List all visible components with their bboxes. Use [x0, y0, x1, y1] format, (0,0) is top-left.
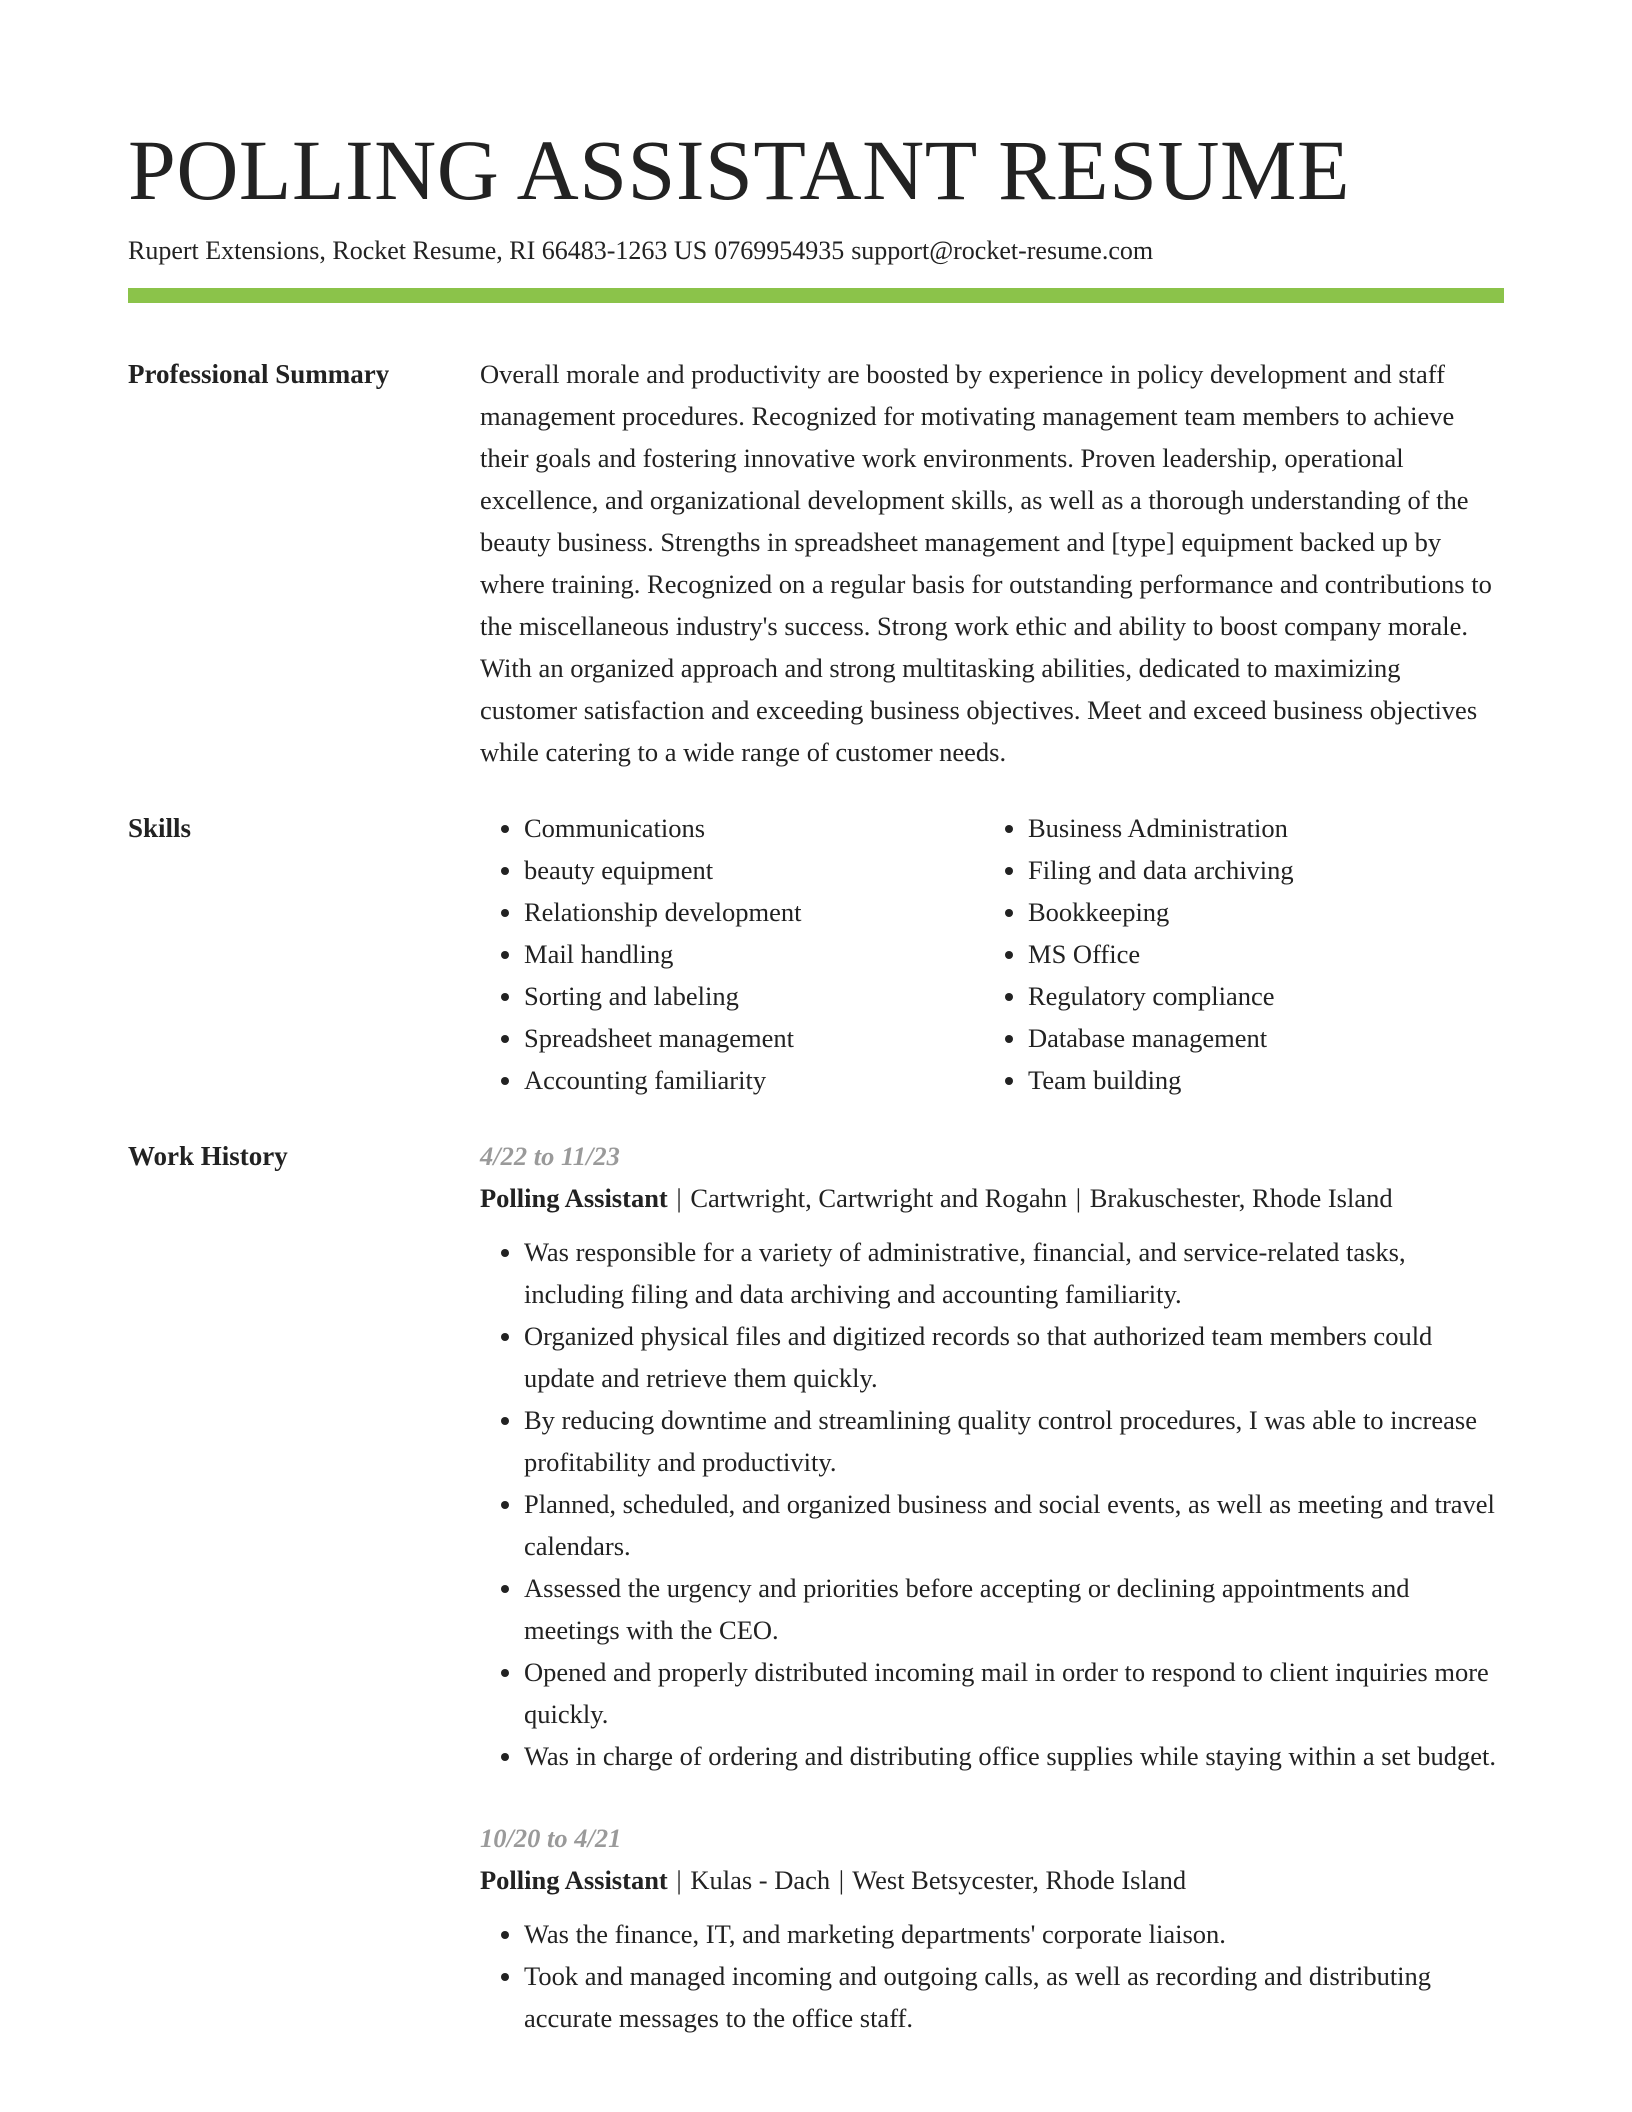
work-history-body [480, 1135, 1504, 2039]
job-entry [480, 1817, 1504, 2039]
job-bullet: • Planned, scheduled, and organized business and social events, as well as meeting and travel calendars. [524, 1483, 1504, 1567]
separator: | [676, 1183, 682, 1213]
skills-body [480, 807, 1504, 1101]
job-heading [480, 1177, 1504, 1219]
separator: | [1075, 1183, 1082, 1213]
job-location: Brakuschester, Rhode Island [1089, 1183, 1393, 1213]
separator: | [838, 1865, 845, 1895]
job-location: West Betsycester, Rhode Island [852, 1865, 1187, 1895]
skills-list-right [984, 807, 1488, 1101]
skills-section [128, 807, 1504, 1101]
summary-body [480, 353, 1504, 773]
header-divider [128, 288, 1504, 303]
skill-item: • Regulatory compliance [1028, 975, 1488, 1017]
resume-page [128, 118, 1504, 2039]
job-dates: 4/22 to 11/23 [480, 1141, 620, 1171]
job-bullets [480, 1231, 1504, 1777]
job-heading [480, 1859, 1504, 1901]
section-label-work: Work History [128, 1141, 288, 1171]
skills-list-left [480, 807, 984, 1101]
summary-text: Overall morale and productivity are boosted by experience in policy development and staff management procedures. Recognized for motivating management team members to achieve their goals and fostering innovative work environments. Proven leadership, operational excellence, and organizational development skills, as well as a thorough understanding of the beauty business. Strengths in spreadsheet management and [type] equipment backed up by where training. Recognized on a regular basis for outstanding performance and contributions to the miscellaneous industry's success. Strong work ethic and ability to boost company morale. With an organized approach and strong multitasking abilities, dedicated to maximizing customer satisfaction and exceeding business objectives. Meet and exceed business objectives while catering to a wide range of customer needs. [480, 359, 1492, 767]
section-label-summary: Professional Summary [128, 359, 390, 389]
job-company: Cartwright, Cartwright and Rogahn [690, 1183, 1068, 1213]
job-bullet: • Took and managed incoming and outgoing calls, as well as recording and distributing accurate messages to the office staff. [524, 1955, 1504, 2039]
contact-email: support@rocket-resume.com [851, 236, 1154, 265]
skill-item: • Business Administration [1028, 807, 1488, 849]
professional-summary-section [128, 353, 1504, 773]
job-dates: 10/20 to 4/21 [480, 1823, 622, 1853]
page-title: POLLING ASSISTANT RESUME [128, 122, 1351, 218]
skill-item: • Sorting and labeling [524, 975, 984, 1017]
job-bullet: • Was the finance, IT, and marketing departments' corporate liaison. [524, 1913, 1504, 1955]
skill-item: • Bookkeeping [1028, 891, 1488, 933]
job-bullet: • Assessed the urgency and priorities before accepting or declining appointments and meetings with the CEO. [524, 1567, 1504, 1651]
job-bullets [480, 1913, 1504, 2039]
job-bullet: • Organized physical files and digitized records so that authorized team members could update and retrieve them quickly. [524, 1315, 1504, 1399]
job-title: Polling Assistant [480, 1865, 668, 1895]
skill-item: • Filing and data archiving [1028, 849, 1488, 891]
contact-phone: 0769954935 [714, 236, 845, 265]
separator: | [676, 1865, 682, 1895]
skill-item: • Database management [1028, 1017, 1488, 1059]
job-bullet: • Was in charge of ordering and distributing office supplies while staying within a set budget. [524, 1735, 1504, 1777]
job-entry [480, 1135, 1504, 1777]
skill-item: • Communications [524, 807, 984, 849]
skills-grid [480, 807, 1504, 1101]
skill-item: • Team building [1028, 1059, 1488, 1101]
job-bullet: • By reducing downtime and streamlining quality control procedures, I was able to increase profitability and productivity. [524, 1399, 1504, 1483]
work-history-section [128, 1135, 1504, 2039]
skill-item: • Spreadsheet management [524, 1017, 984, 1059]
job-bullet: • Opened and properly distributed incoming mail in order to respond to client inquiries more quickly. [524, 1651, 1504, 1735]
skill-item: • beauty equipment [524, 849, 984, 891]
skill-item: • Relationship development [524, 891, 984, 933]
contact-address: Rupert Extensions, Rocket Resume, RI 66483-1263 US [128, 236, 708, 265]
job-bullet: • Was responsible for a variety of administrative, financial, and service-related tasks, including filing and data archiving and accounting familiarity. [524, 1231, 1504, 1315]
skill-item: • MS Office [1028, 933, 1488, 975]
resume-header [128, 118, 1504, 303]
skill-item: • Mail handling [524, 933, 984, 975]
job-company: Kulas - Dach [690, 1865, 831, 1895]
section-label-skills: Skills [128, 813, 192, 843]
contact-line [128, 234, 1504, 268]
job-title: Polling Assistant [480, 1183, 668, 1213]
skill-item: • Accounting familiarity [524, 1059, 984, 1101]
